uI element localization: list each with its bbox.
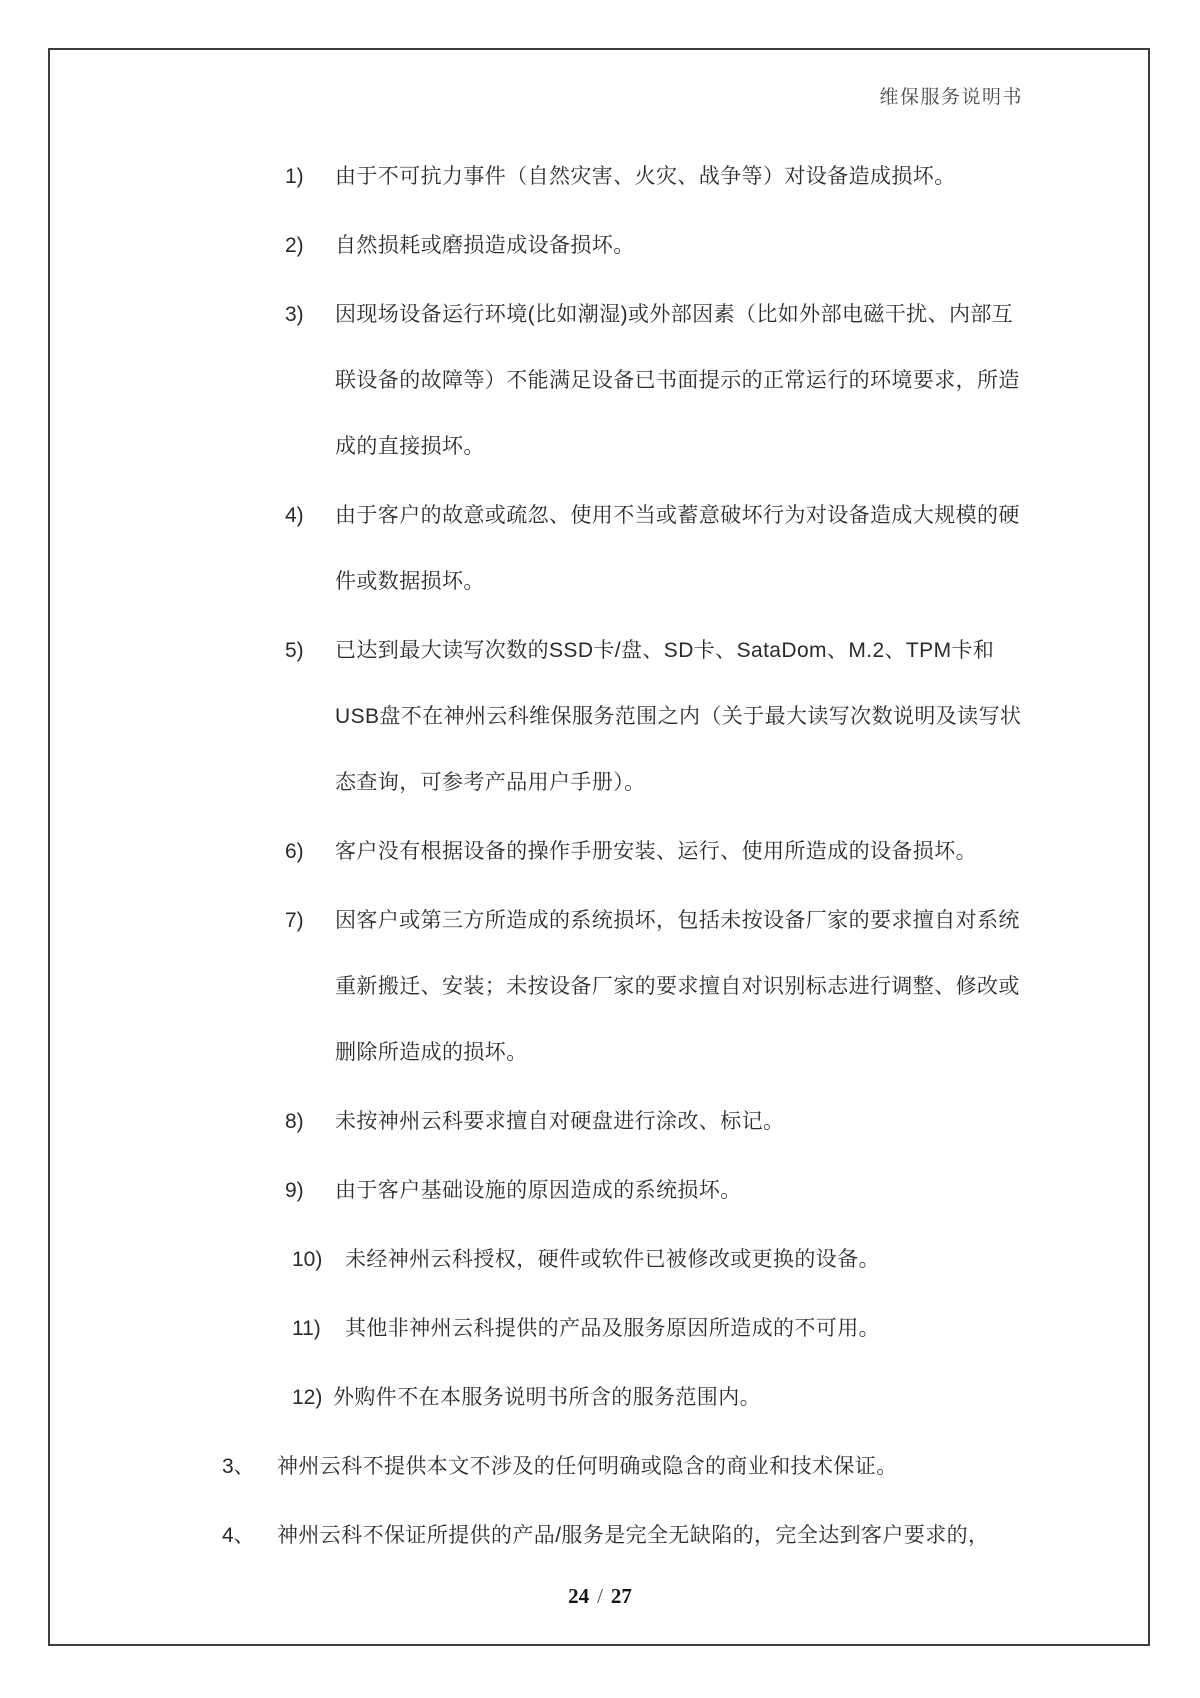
- list-item-number: 2): [285, 234, 304, 257]
- text-line: 由于客户基础设施的原因造成的系统损坏。: [335, 1179, 742, 1202]
- text-line: 外购件不在本服务说明书所含的服务范围内。: [333, 1386, 761, 1409]
- text-line: 重新搬迁、安装；未按设备厂家的要求擅自对识别标志进行调整、修改或: [335, 975, 1020, 998]
- clause-item: [0, 1434, 1200, 1500]
- text-line: 态查询，可参考产品用户手册）。: [335, 771, 646, 794]
- list-item: [0, 618, 1200, 816]
- list-item: [0, 819, 1200, 885]
- text-line: 成的直接损坏。: [335, 435, 485, 458]
- text-line: 因现场设备运行环境(比如潮湿)或外部因素（比如外部电磁干扰、内部互: [335, 303, 1014, 326]
- clause-number: 4、: [222, 1524, 255, 1547]
- page-header-title: 维保服务说明书: [879, 87, 1023, 108]
- text-line: 未按神州云科要求擅自对硬盘进行涂改、标记。: [335, 1110, 785, 1133]
- total-page-count: 27: [610, 1584, 632, 1608]
- list-item: [0, 1089, 1200, 1155]
- text-line: 未经神州云科授权，硬件或软件已被修改或更换的设备。: [345, 1248, 880, 1271]
- page-footer: [0, 1584, 1200, 1609]
- document-body: [0, 144, 1200, 1572]
- text-line: 由于客户的故意或疏忽、使用不当或蓄意破坏行为对设备造成大规模的硬: [335, 504, 1020, 527]
- text-line: 联设备的故障等）不能满足设备已书面提示的正常运行的环境要求，所造: [335, 369, 1020, 392]
- list-item-number: 11): [292, 1317, 321, 1340]
- text-line: 其他非神州云科提供的产品及服务原因所造成的不可用。: [345, 1317, 880, 1340]
- list-item-number: 7): [285, 909, 304, 932]
- text-line: 客户没有根据设备的操作手册安装、运行、使用所造成的设备损坏。: [335, 840, 977, 863]
- list-item-number: 8): [285, 1110, 304, 1133]
- list-item: [0, 888, 1200, 1086]
- text-line: 由于不可抗力事件（自然灾害、火灾、战争等）对设备造成损坏。: [335, 165, 956, 188]
- list-item-number: 10): [292, 1248, 323, 1271]
- text-line: 已达到最大读写次数的SSD卡/盘、SD卡、SataDom、M.2、TPM卡和: [335, 639, 995, 662]
- list-item-number: 12): [292, 1386, 323, 1409]
- text-line: USB盘不在神州云科维保服务范围之内（关于最大读写次数说明及读写状: [335, 705, 1022, 728]
- text-line: 件或数据损坏。: [335, 570, 485, 593]
- clause-item: [0, 1503, 1200, 1569]
- list-item: [0, 1296, 1200, 1362]
- list-item-number: 5): [285, 639, 304, 662]
- page-number-separator: /: [597, 1584, 603, 1608]
- list-item: [0, 144, 1200, 210]
- text-line: 因客户或第三方所造成的系统损坏，包括未按设备厂家的要求擅自对系统: [335, 909, 1020, 932]
- list-item: [0, 282, 1200, 480]
- text-line: 删除所造成的损坏。: [335, 1041, 528, 1064]
- list-item: [0, 213, 1200, 279]
- list-item: [0, 483, 1200, 615]
- list-item-number: 6): [285, 840, 304, 863]
- text-line: 神州云科不保证所提供的产品/服务是完全无缺陷的，完全达到客户要求的，: [277, 1524, 990, 1547]
- list-item-number: 9): [285, 1179, 304, 1202]
- current-page-number: 24: [568, 1584, 590, 1608]
- list-item-number: 4): [285, 504, 304, 527]
- list-item: [0, 1365, 1200, 1431]
- list-item-number: 3): [285, 303, 304, 326]
- text-line: 神州云科不提供本文不涉及的任何明确或隐含的商业和技术保证。: [277, 1455, 898, 1478]
- clause-number: 3、: [222, 1455, 255, 1478]
- list-item: [0, 1227, 1200, 1293]
- list-item: [0, 1158, 1200, 1224]
- text-line: 自然损耗或磨损造成设备损坏。: [335, 234, 635, 257]
- list-item-number: 1): [285, 165, 304, 188]
